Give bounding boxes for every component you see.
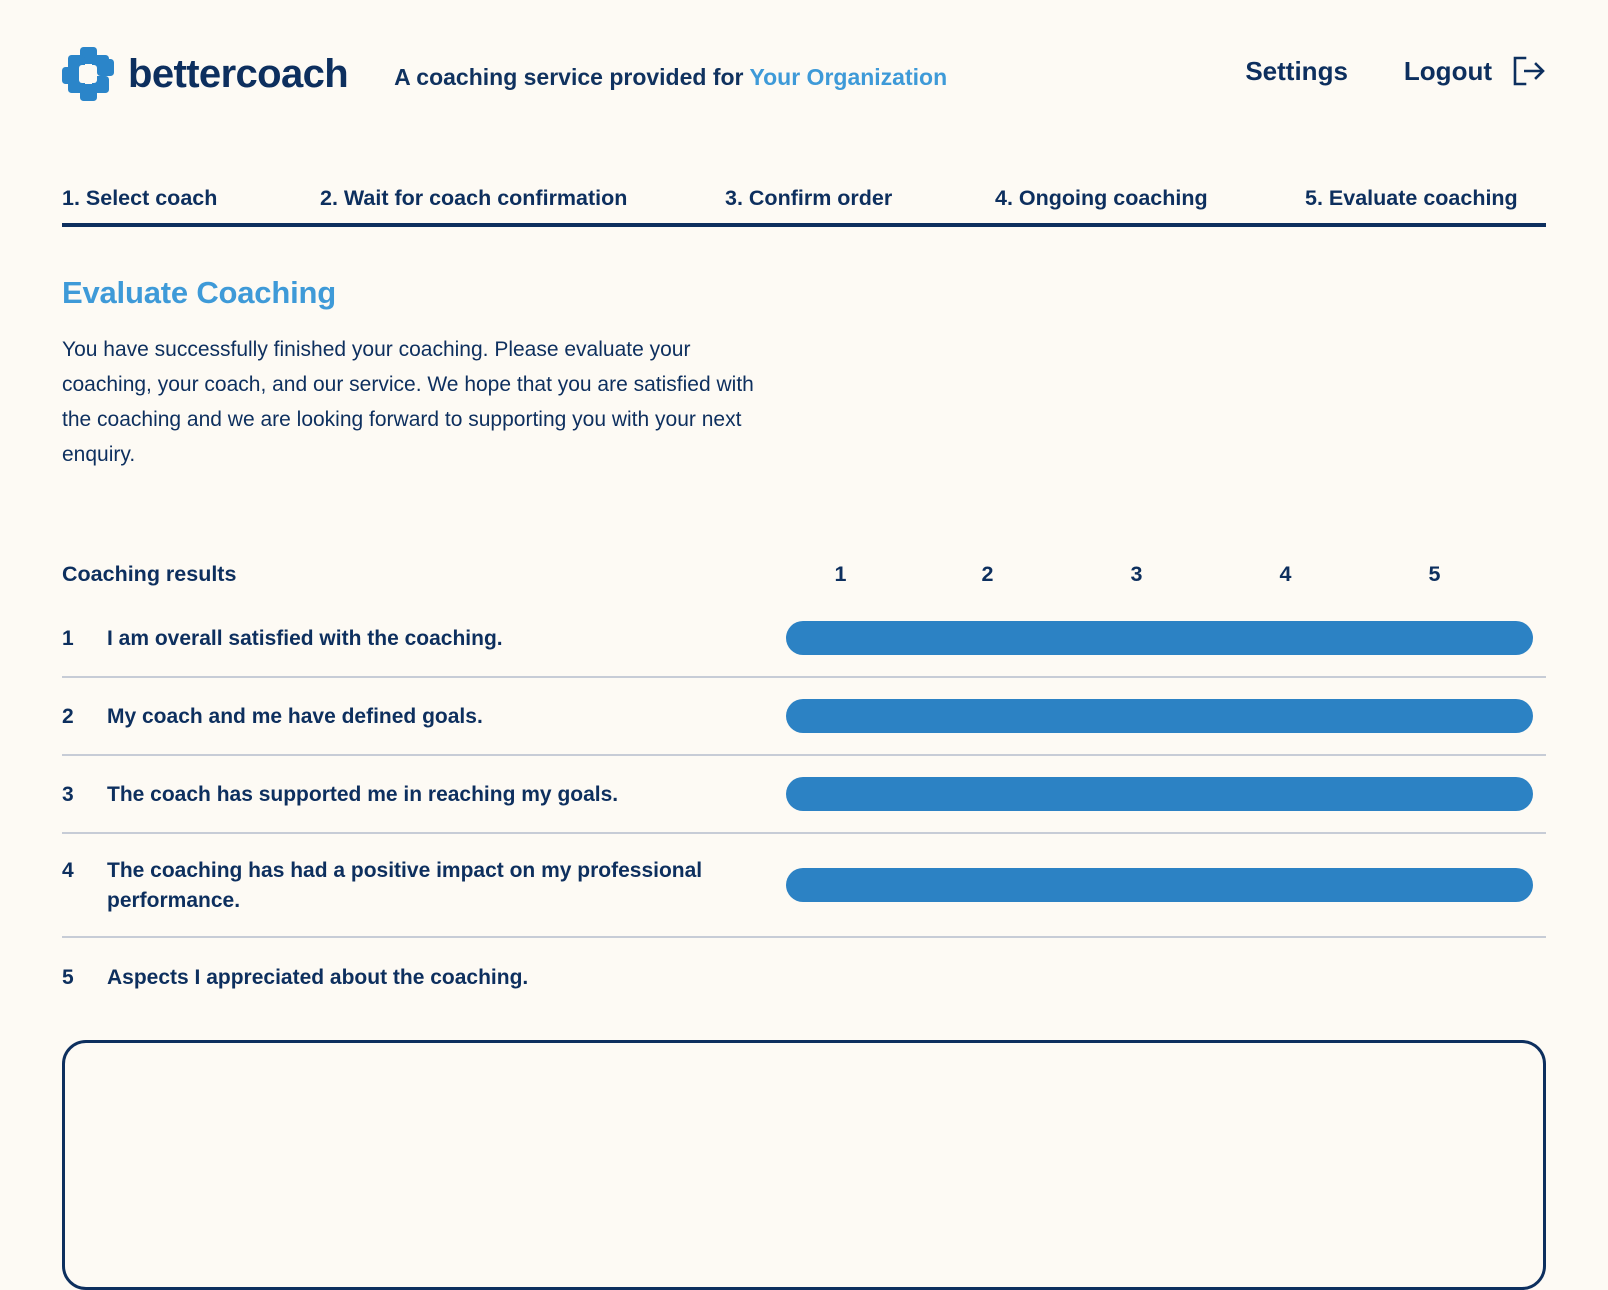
comment-field-wrapper bbox=[62, 1040, 1546, 1206]
question-text: The coach has supported me in reaching my goals. bbox=[107, 783, 619, 806]
tagline-organization: Your Organization bbox=[749, 63, 948, 90]
rating-bar-fill[interactable] bbox=[786, 699, 1533, 733]
question-text: My coach and me have defined goals. bbox=[107, 705, 483, 728]
app-header bbox=[0, 0, 1608, 148]
table-row bbox=[62, 678, 1546, 756]
step-item-select-coach[interactable]: 1. Select coach bbox=[62, 186, 218, 210]
tagline-prefix: A coaching service provided for bbox=[394, 63, 750, 90]
step-item-confirm-order[interactable]: 3. Confirm order bbox=[725, 186, 893, 210]
question-label bbox=[62, 700, 768, 732]
rating-scale-header bbox=[768, 562, 1546, 587]
rating-slider-empty bbox=[768, 960, 1546, 994]
rating-bar-fill[interactable] bbox=[786, 777, 1533, 811]
settings-link[interactable]: Settings bbox=[1245, 55, 1348, 86]
bettercoach-cross-logo-icon bbox=[62, 47, 114, 101]
table-row bbox=[62, 938, 1546, 1016]
progress-steps bbox=[62, 186, 1546, 227]
rating-bar-fill[interactable] bbox=[786, 868, 1533, 902]
question-number: 1 bbox=[62, 627, 74, 650]
scale-label-1: 1 bbox=[834, 561, 847, 586]
scale-label-4: 4 bbox=[1279, 561, 1292, 586]
question-number: 3 bbox=[62, 783, 74, 806]
scale-label-2: 2 bbox=[981, 561, 994, 586]
scale-label-5: 5 bbox=[1428, 561, 1441, 586]
brand[interactable] bbox=[62, 47, 348, 101]
question-text: Aspects I appreciated about the coaching. bbox=[107, 966, 529, 989]
rating-bar-fill[interactable] bbox=[786, 621, 1533, 655]
page-title: Evaluate Coaching bbox=[62, 275, 336, 310]
question-number: 2 bbox=[62, 705, 74, 728]
intro-paragraph: You have successfully finished your coaching. Please evaluate your coaching, your coach, and our service. We hope that you are satisfied with the coaching and we are looking forward to supporting you with your next enquiry. bbox=[62, 338, 754, 466]
logout-label: Logout bbox=[1403, 55, 1492, 86]
question-number: 5 bbox=[62, 966, 74, 989]
logout-button[interactable] bbox=[1404, 56, 1546, 87]
question-number: 4 bbox=[62, 859, 74, 882]
question-label bbox=[62, 854, 768, 916]
question-text: The coaching has had a positive impact on my professional performance. bbox=[107, 859, 703, 912]
question-label bbox=[62, 622, 768, 654]
coaching-results-section bbox=[62, 548, 1546, 1016]
table-row bbox=[62, 756, 1546, 834]
question-label bbox=[62, 961, 768, 993]
aspects-appreciated-textarea[interactable] bbox=[62, 1040, 1546, 1290]
question-text: I am overall satisfied with the coaching. bbox=[107, 627, 503, 650]
table-row bbox=[62, 834, 1546, 938]
tagline bbox=[394, 58, 947, 91]
rating-slider[interactable] bbox=[768, 621, 1546, 655]
header-actions bbox=[1245, 56, 1546, 93]
table-row bbox=[62, 600, 1546, 678]
question-label bbox=[62, 778, 768, 810]
logout-arrow-icon[interactable] bbox=[1512, 56, 1546, 86]
rating-slider[interactable] bbox=[768, 868, 1546, 902]
steps-list bbox=[62, 186, 1546, 223]
step-item-ongoing-coaching[interactable]: 4. Ongoing coaching bbox=[995, 186, 1208, 210]
rating-slider[interactable] bbox=[768, 777, 1546, 811]
results-header-row bbox=[62, 548, 1546, 600]
results-section-title: Coaching results bbox=[62, 561, 237, 586]
step-item-wait-for-coach-confirmation[interactable]: 2. Wait for coach confirmation bbox=[320, 186, 628, 210]
brand-name: bettercoach bbox=[128, 52, 349, 96]
scale-label-3: 3 bbox=[1130, 561, 1143, 586]
rating-slider[interactable] bbox=[768, 699, 1546, 733]
step-item-evaluate-coaching[interactable]: 5. Evaluate coaching bbox=[1305, 186, 1518, 210]
steps-underline bbox=[62, 223, 1546, 227]
